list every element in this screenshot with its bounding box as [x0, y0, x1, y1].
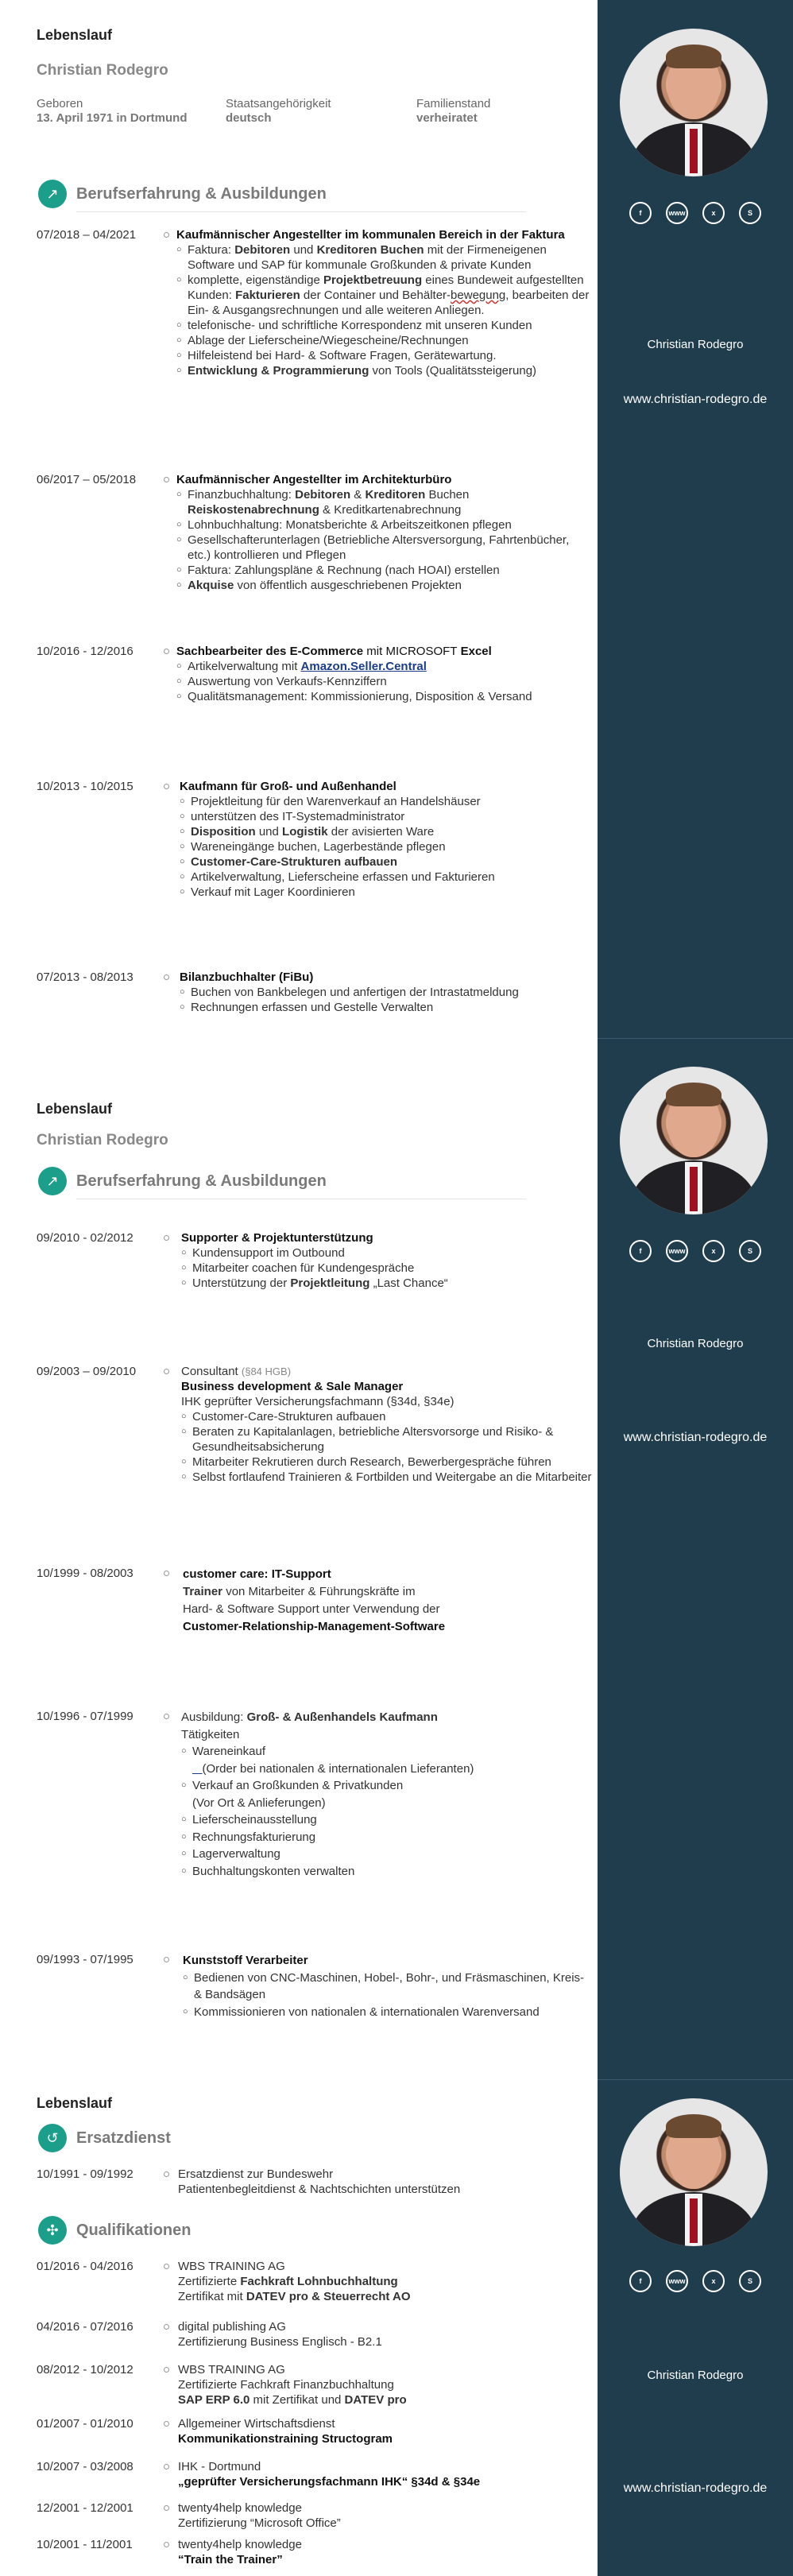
- list-item: ○ telefonische- und schriftliche Korrespondenz mit unseren Kunden: [176, 318, 593, 333]
- website-link[interactable]: www.christian-rodegro.de: [623, 2481, 768, 2495]
- list-item: ○ Kommissionieren von nationalen & internationalen Warenversand: [183, 2004, 593, 2021]
- list-item: ○ Lieferscheinausstellung: [181, 1811, 593, 1829]
- sidebar: [598, 2082, 793, 2576]
- timeline-dot: [164, 2505, 169, 2511]
- timeline-dot: [164, 477, 169, 482]
- skype-icon[interactable]: S: [739, 1240, 761, 1262]
- person-name: Christian Rodegro: [37, 62, 168, 79]
- section-qualifications: ✣ Qualifikationen: [38, 2214, 191, 2246]
- experience-entry: 10/1996 - 07/1999 Ausbildung: Groß- & Außenhandels Kaufmann Tätigkeiten ○ Wareneinkauf (Order bei nationalen & internationalen Lieferanten) ○ Verkauf an Großkunden & Privatkunden (Vor Ort & Anlieferungen) ○ Lieferscheinausstellung ○ Rechnungsfakturierung ○ Lagerverwaltung ○ Buchhaltungskonten verwalten: [37, 1709, 593, 1884]
- website-link[interactable]: www.christian-rodegro.de: [623, 393, 768, 406]
- facebook-icon[interactable]: f: [629, 1240, 652, 1262]
- website-link[interactable]: www.christian-rodegro.de: [623, 1431, 768, 1444]
- timeline-dot: [164, 232, 169, 238]
- list-item: ○ Rechnungsfakturierung: [181, 1829, 593, 1846]
- list-item: ○ Bedienen von CNC-Maschinen, Hobel-, Bohr-, und Fräsmaschinen, Kreis- & Bandsägen: [183, 1970, 593, 2004]
- experience-entry: 09/1993 - 07/1995 Kunststoff Verarbeiter ○ Bedienen von CNC-Maschinen, Hobel-, Bohr-, und Fräsmaschinen, Kreis- & Bandsägen ○ Kommissionieren von nationalen & internationalen Warenversand: [37, 1952, 593, 2032]
- profile-photo: [620, 1067, 768, 1214]
- cv-page-3: [0, 2082, 793, 2576]
- list-item: ○ Customer-Care-Strukturen aufbauen: [181, 1409, 593, 1424]
- experience-entry: 07/2018 – 04/2021 Kaufmännischer Angestellter im kommunalen Bereich in der Faktura ○ Faktura: Debitoren und Kreditoren Buchen mit der Firmeneigenen Software und SAP für kommunale Großkunden & private Kunden ○ komplette, eigenständige Projektbetreuung eines Bundeweit aufgestellten Kunden: Fakturieren der Container und Behälter-bewegung, bearbeiten der Ein- & Ausgangsrechnungen und alle weiteren Anliegen. ○ telefonische- und schriftliche Korrespondenz mit unseren Kunden ○ Ablage der Lieferscheine/Wiegescheine/Rechnungen ○ Hilfeleistend bei Hard- & Software Fragen, Gerätewartung. ○ Entwicklung & Programmierung von Tools (Qualitätssteigerung): [37, 227, 593, 434]
- list-item: ○ Artikelverwaltung mit Amazon.Seller.Central: [176, 659, 593, 674]
- web-icon[interactable]: www: [666, 2270, 688, 2292]
- list-item: ○ Wareneinkauf: [181, 1743, 593, 1761]
- qualification-entry: 10/2007 - 03/2008 IHK - Dortmund „geprüfter Versicherungsfachmann IHK“ §34d & §34e: [37, 2460, 481, 2489]
- cv-page-2: [0, 1041, 793, 2082]
- list-item: ○ Selbst fortlaufend Trainieren & Fortbilden und Weitergabe an die Mitarbeiter: [181, 1470, 593, 1485]
- timeline-dot: [164, 1957, 169, 1962]
- list-item: ○ Lohnbuchhaltung: Monatsberichte & Arbeitszeitkonen pflegen: [176, 517, 593, 533]
- timeline-dot: [164, 1369, 169, 1374]
- main-column: [0, 1041, 598, 2082]
- section-experience: ↗ Berufserfahrung & Ausbildungen: [38, 178, 327, 210]
- list-item: ○ Finanzbuchhaltung: Debitoren & Kreditoren Buchen Reiskostenabrechnung & Kreditkartenabrechnung: [176, 487, 593, 517]
- list-item: ○ unterstützen des IT-Systemadministrator: [180, 809, 593, 824]
- list-item: ○ Auswertung von Verkaufs-Kennziffern: [176, 674, 593, 689]
- experience-entry: 09/2003 – 09/2010 Consultant (§84 HGB) Business development & Sale Manager IHK geprüfter Versicherungsfachmann (§34d, §34e) ○ Customer-Care-Strukturen aufbauen ○ Beraten zu Kapitalanlagen, betriebliche Altersvorsorge und Risiko- & Gesundheitsabsicherung ○ Mitarbeiter Rekrutieren durch Research, Bewerbergespräche führen ○ Selbst fortlaufend Trainieren & Fortbilden und Weitergabe an die Mitarbeiter: [37, 1364, 593, 1523]
- sidebar: [598, 1041, 793, 2082]
- facebook-icon[interactable]: f: [629, 2270, 652, 2292]
- experience-entry: 09/2010 - 02/2012 Supporter & Projektunterstützung ○ Kundensupport im Outbound ○ Mitarbeiter coachen für Kundengespräche ○ Unterstützung der Projektleitung „Last Chance“: [37, 1230, 593, 1294]
- marital-info: Familienstand verheiratet: [416, 97, 491, 125]
- career-icon: ↗: [38, 1167, 67, 1195]
- service-icon: ↺: [38, 2124, 67, 2152]
- sidebar-name: Christian Rodegro: [647, 1337, 744, 1350]
- list-item: ○ komplette, eigenständige Projektbetreuung eines Bundeweit aufgestellten Kunden: Fakturieren der Container und Behälter-bewegung, bearbeiten der Ein- & Ausgangsrechnungen und alle weiteren Anliegen.: [176, 273, 593, 318]
- list-item: ○ Akquise von öffentlich ausgeschriebenen Projekten: [176, 578, 593, 593]
- list-item: ○ Lagerverwaltung: [181, 1846, 593, 1863]
- experience-entry: 07/2013 - 08/2013 Bilanzbuchhalter (FiBu) ○ Buchen von Bankbelegen und anfertigen der Intrastatmeldung ○ Rechnungen erfassen und Gestelle Verwalten: [37, 970, 593, 1017]
- list-item: ○ Artikelverwaltung, Lieferscheine erfassen und Fakturieren: [180, 870, 593, 885]
- list-item: ○ Beraten zu Kapitalanlagen, betriebliche Altersvorsorge und Risiko- & Gesundheitsabsicherung: [181, 1424, 593, 1455]
- timeline-dot: [164, 2324, 169, 2330]
- list-item: ○ Verkauf an Großkunden & Privatkunden: [181, 1777, 593, 1795]
- list-item: ○ Mitarbeiter coachen für Kundengespräche: [181, 1261, 593, 1276]
- skype-icon[interactable]: S: [739, 2270, 761, 2292]
- timeline-dot: [164, 2367, 169, 2373]
- cv-page-1: [0, 0, 793, 1041]
- timeline-dot: [164, 2464, 169, 2469]
- sidebar: [598, 0, 793, 1041]
- civil-service-entry: 10/1991 - 09/1992 Ersatzdienst zur Bundeswehr Patientenbegleitdienst & Nachtschichten unterstützen: [37, 2167, 461, 2196]
- list-item: ○ Verkauf mit Lager Koordinieren: [180, 885, 593, 900]
- born-info: Geboren 13. April 1971 in Dortmund: [37, 97, 188, 125]
- section-civil-service: ↺ Ersatzdienst: [38, 2122, 171, 2154]
- list-item: ○ Kundensupport im Outbound: [181, 1245, 593, 1261]
- timeline-dot: [164, 1571, 169, 1576]
- document-label: Lebenslauf: [37, 1101, 113, 1117]
- timeline-dot: [164, 2421, 169, 2427]
- main-column: [0, 0, 598, 1041]
- section-experience: ↗ Berufserfahrung & Ausbildungen: [38, 1165, 327, 1197]
- list-item: ○ Wareneingänge buchen, Lagerbestände pflegen: [180, 839, 593, 854]
- list-item: ○ Gesellschafterunterlagen (Betriebliche Altersversorgung, Fahrtenbücher, etc.) kontrollieren und Pflegen: [176, 533, 593, 563]
- sidebar-name: Christian Rodegro: [647, 2369, 744, 2382]
- list-item: ○ Disposition und Logistik der avisierten Ware: [180, 824, 593, 839]
- facebook-icon[interactable]: f: [629, 202, 652, 224]
- list-item: ○ Faktura: Zahlungspläne & Rechnung (nach HOAI) erstellen: [176, 563, 593, 578]
- qualification-entry: 08/2012 - 10/2012 WBS TRAINING AG Zertifizierte Fachkraft Finanzbuchhaltung SAP ERP 6.0 mit Zertifikat und DATEV pro: [37, 2363, 407, 2407]
- experience-entry: 10/2016 - 12/2016 Sachbearbeiter des E-Commerce mit MICROSOFT Excel ○ Artikelverwaltung mit Amazon.Seller.Central ○ Auswertung von Verkaufs-Kennziffern ○ Qualitätsmanagement: Kommissionierung, Disposition & Versand: [37, 644, 593, 707]
- list-item: ○ Projektleitung für den Warenverkauf an Handelshäuser: [180, 794, 593, 809]
- experience-entry: 10/2013 - 10/2015 Kaufmann für Groß- und Außenhandel ○ Projektleitung für den Warenverkauf an Handelshäuser ○ unterstützen des IT-Systemadministrator ○ Disposition und Logistik der avisierten Ware ○ Wareneingänge buchen, Lagerbestände pflegen ○ Customer-Care-Strukturen aufbauen ○ Artikelverwaltung, Lieferscheine erfassen und Fakturieren ○ Verkauf mit Lager Koordinieren: [37, 779, 593, 906]
- qualification-icon: ✣: [38, 2216, 67, 2245]
- qualification-entry: 01/2007 - 01/2010 Allgemeiner Wirtschaftsdienst Kommunikationstraining Structogram: [37, 2417, 393, 2446]
- qualification-entry: 04/2016 - 07/2016 digital publishing AG Zertifizierung Business Englisch - B2.1: [37, 2320, 382, 2349]
- list-item: ○ Buchhaltungskonten verwalten: [181, 1863, 593, 1881]
- timeline-dot: [164, 974, 169, 980]
- xing-icon[interactable]: x: [702, 1240, 725, 1262]
- social-links: [629, 1240, 761, 1262]
- web-icon[interactable]: www: [666, 1240, 688, 1262]
- profile-photo: [620, 2098, 768, 2246]
- social-links: [629, 202, 761, 224]
- person-name: Christian Rodegro: [37, 1132, 168, 1149]
- sidebar-name: Christian Rodegro: [647, 338, 744, 351]
- list-item: ○ Unterstützung der Projektleitung „Last Chance“: [181, 1276, 593, 1291]
- timeline-dot: [164, 2542, 169, 2547]
- list-item: ○ Buchen von Bankbelegen und anfertigen der Intrastatmeldung: [180, 985, 593, 1000]
- social-links: [629, 2270, 761, 2292]
- document-label: Lebenslauf: [37, 2095, 113, 2111]
- timeline-dot: [164, 1235, 169, 1241]
- profile-photo: [620, 29, 768, 176]
- section-rule: [76, 211, 526, 212]
- qualification-entry: 10/2001 - 11/2001 twenty4help knowledge “Train the Trainer”: [37, 2538, 302, 2566]
- career-icon: ↗: [38, 180, 67, 208]
- list-item: ○ Qualitätsmanagement: Kommissionierung, Disposition & Versand: [176, 689, 593, 704]
- amazon-seller-central-link[interactable]: Amazon.Seller.Central: [300, 660, 427, 673]
- experience-entry: 06/2017 – 05/2018 Kaufmännischer Angestellter im Architekturbüro ○ Finanzbuchhaltung: Debitoren & Kreditoren Buchen Reiskostenabrechnung & Kreditkartenabrechnung ○ Lohnbuchhaltung: Monatsberichte & Arbeitszeitkonen pflegen ○ Gesellschafterunterlagen (Betriebliche Altersversorgung, Fahrtenbücher, etc.) kontrollieren und Pflegen ○ Faktura: Zahlungspläne & Rechnung (nach HOAI) erstellen ○ Akquise von öffentlich ausgeschriebenen Projekten: [37, 472, 593, 607]
- list-item: ○ Mitarbeiter Rekrutieren durch Research, Bewerbergespräche führen: [181, 1455, 593, 1470]
- list-item: ○ Ablage der Lieferscheine/Wiegescheine/Rechnungen: [176, 333, 593, 348]
- main-column: [0, 2082, 598, 2576]
- list-item-note: (Order bei nationalen & internationalen Lieferanten): [202, 1761, 474, 1776]
- experience-entry: 10/1999 - 08/2003 customer care: IT-Support Trainer von Mitarbeiter & Führungskräfte im Hard- & Software Support unter Verwendung der Customer-Relationship-Management-Software: [37, 1567, 446, 1633]
- list-item: ○ Faktura: Debitoren und Kreditoren Buchen mit der Firmeneigenen Software und SAP für kommunale Großkunden & private Kunden: [176, 242, 593, 273]
- xing-icon[interactable]: x: [702, 202, 725, 224]
- timeline-dot: [164, 2171, 169, 2177]
- qualification-entry: 01/2016 - 04/2016 WBS TRAINING AG Zertifizierte Fachkraft Lohnbuchhaltung Zertifikat mit DATEV pro & Steuerrecht AO: [37, 2260, 411, 2303]
- xing-icon[interactable]: x: [702, 2270, 725, 2292]
- list-item: ○ Rechnungen erfassen und Gestelle Verwalten: [180, 1000, 593, 1015]
- nationality-info: Staatsangehörigkeit deutsch: [226, 97, 331, 125]
- timeline-dot: [164, 784, 169, 789]
- list-item-note: (Vor Ort & Anlieferungen): [192, 1795, 326, 1810]
- document-label: Lebenslauf: [37, 27, 113, 43]
- list-item: ○ Hilfeleistend bei Hard- & Software Fragen, Gerätewartung.: [176, 348, 593, 363]
- list-item: ○ Entwicklung & Programmierung von Tools (Qualitätssteigerung): [176, 363, 593, 378]
- web-icon[interactable]: www: [666, 202, 688, 224]
- timeline-dot: [164, 1714, 169, 1719]
- list-item: ○ Customer-Care-Strukturen aufbauen: [180, 854, 593, 870]
- qualification-entry: 12/2001 - 12/2001 twenty4help knowledge Zertifizierung “Microsoft Office”: [37, 2501, 341, 2530]
- skype-icon[interactable]: S: [739, 202, 761, 224]
- timeline-dot: [164, 2264, 169, 2269]
- timeline-dot: [164, 649, 169, 654]
